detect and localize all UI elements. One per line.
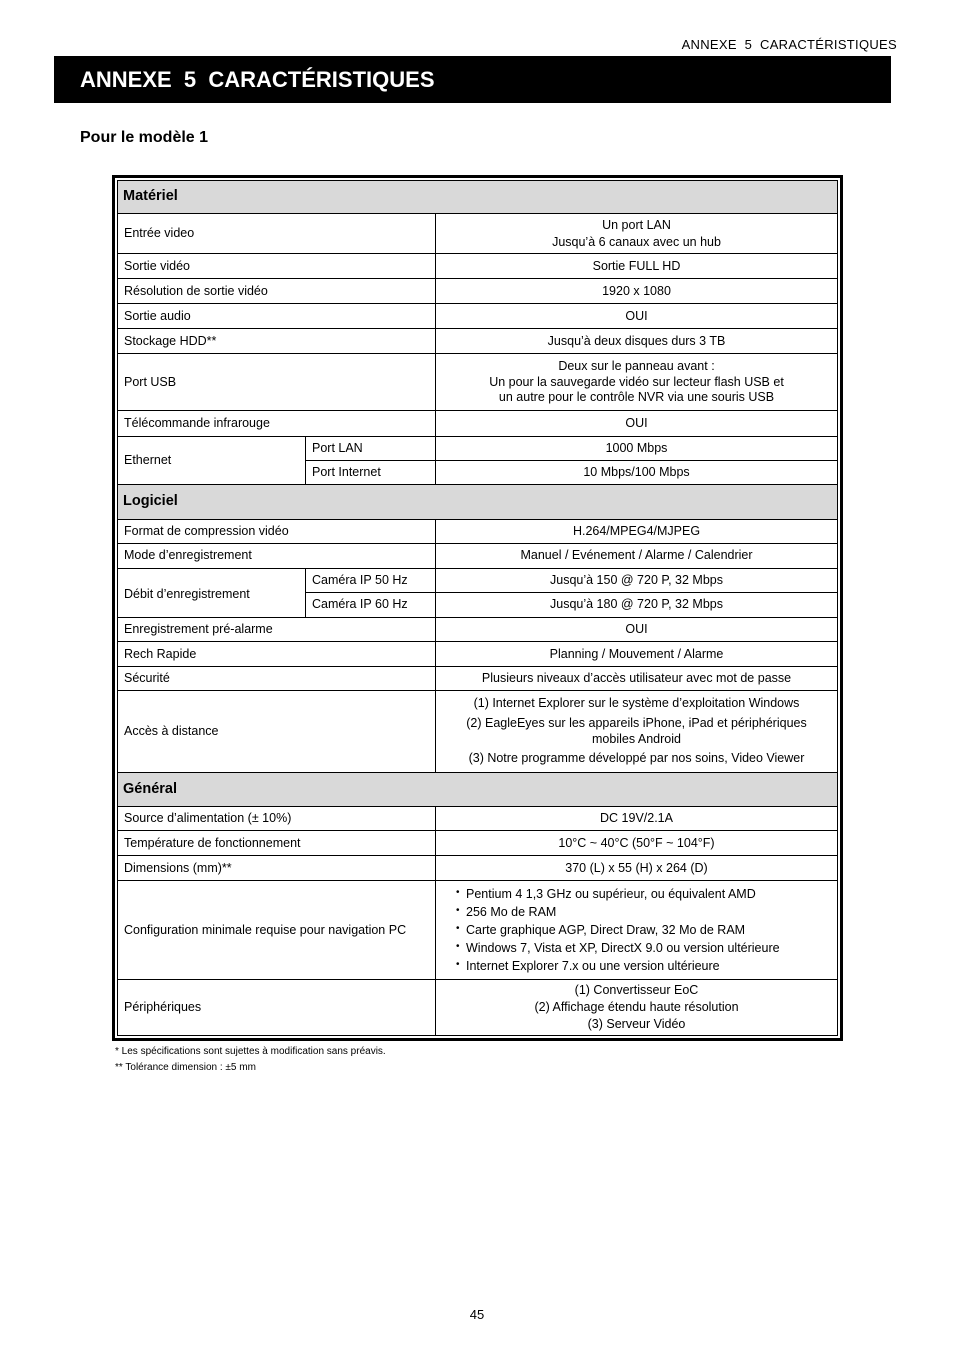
table-row: [118, 329, 838, 354]
spec-value: Plusieurs niveaux d’accès utilisateur avec mot de passe: [436, 666, 838, 690]
spec-label: Configuration minimale requise pour navigation PC: [118, 881, 436, 979]
table-row: [118, 354, 838, 411]
spec-value: 10 Mbps/100 Mbps: [436, 460, 838, 484]
spec-value: Planning / Mouvement / Alarme: [436, 641, 838, 666]
spec-label: Sortie audio: [118, 304, 436, 329]
specifications-table-frame: [112, 175, 843, 1041]
value-line: mobiles Android: [592, 731, 681, 746]
value-line: (3) Notre programme développé par nos soins, Video Viewer: [468, 751, 805, 766]
value-line: Un port LAN: [602, 217, 671, 232]
page-number: 45: [469, 1307, 485, 1322]
section-title: Logiciel: [118, 484, 838, 519]
spec-label: Source d’alimentation (± 10%): [118, 807, 436, 831]
spec-value: [436, 881, 838, 979]
list-item: • Pentium 4 1,3 GHz ou supérieur, ou équivalent AMD: [466, 885, 831, 903]
list-item: • Carte graphique AGP, Direct Draw, 32 Mo de RAM: [466, 921, 831, 939]
table-row: [118, 831, 838, 856]
spec-value: Jusqu’à 180 @ 720 P, 32 Mbps: [436, 592, 838, 617]
table-row: [118, 436, 838, 460]
table-row: [118, 807, 838, 831]
table-row: [118, 304, 838, 329]
spec-value: 370 (L) x 55 (H) x 264 (D): [436, 856, 838, 881]
spec-value: 10°C ~ 40°C (50°F ~ 104°F): [436, 831, 838, 856]
section-header-software: [118, 484, 838, 519]
spec-sublabel: Caméra IP 50 Hz: [306, 568, 436, 592]
spec-label: Entrée video: [118, 214, 436, 254]
section-title: Matériel: [118, 181, 838, 214]
spec-value: [436, 214, 838, 254]
table-row: [118, 856, 838, 881]
spec-label: Mode d’enregistrement: [118, 543, 436, 568]
spec-value: Jusqu’à 150 @ 720 P, 32 Mbps: [436, 568, 838, 592]
spec-value: OUI: [436, 304, 838, 329]
spec-label: Résolution de sortie vidéo: [118, 279, 436, 304]
list-item: • Windows 7, Vista et XP, DirectX 9.0 ou version ultérieure: [466, 939, 831, 957]
spec-value: [436, 354, 838, 411]
table-row: [118, 641, 838, 666]
spec-label: Télécommande infrarouge: [118, 411, 436, 436]
table-row: [118, 617, 838, 641]
spec-label: Accès à distance: [118, 691, 436, 773]
table-row: [118, 519, 838, 543]
value-line: Jusqu’à 6 canaux avec un hub: [552, 234, 721, 249]
spec-value: Manuel / Evénement / Alarme / Calendrier: [436, 543, 838, 568]
spec-label: Port USB: [118, 354, 436, 411]
value-line: (3) Serveur Vidéo: [587, 1016, 686, 1031]
table-row: [118, 279, 838, 304]
section-subtitle: Pour le modèle 1: [80, 129, 209, 146]
spec-value: OUI: [436, 411, 838, 436]
list-item: • Internet Explorer 7.x ou une version ultérieure: [466, 957, 831, 975]
spec-label: Périphériques: [118, 979, 436, 1035]
table-row: [118, 691, 838, 773]
footnote: * Les spécifications sont sujettes à modification sans préavis.: [115, 1046, 386, 1057]
spec-label: Format de compression vidéo: [118, 519, 436, 543]
table-row: [118, 568, 838, 592]
table-row: [118, 881, 838, 979]
running-header: ANNEXE 5 CARACTÉRISTIQUES: [681, 37, 897, 52]
table-row: [118, 543, 838, 568]
section-header-hardware: [118, 181, 838, 214]
list-item: • 256 Mo de RAM: [466, 903, 831, 921]
table-row: [118, 214, 838, 254]
spec-label: Stockage HDD**: [118, 329, 436, 354]
spec-sublabel: Port Internet: [306, 460, 436, 484]
spec-label: Température de fonctionnement: [118, 831, 436, 856]
spec-value: Sortie FULL HD: [436, 254, 838, 279]
value-line: Un pour la sauvegarde vidéo sur lecteur flash USB et: [489, 374, 784, 389]
spec-value: Jusqu’à deux disques durs 3 TB: [436, 329, 838, 354]
spec-label: Rech Rapide: [118, 641, 436, 666]
chapter-title: ANNEXE 5 CARACTÉRISTIQUES: [54, 56, 891, 103]
spec-sublabel: Caméra IP 60 Hz: [306, 592, 436, 617]
spec-value: DC 19V/2.1A: [436, 807, 838, 831]
footnote: ** Tolérance dimension : ±5 mm: [115, 1061, 256, 1073]
value-line: (1) Internet Explorer sur le système d’exploitation Windows: [473, 696, 800, 711]
spec-value: [436, 979, 838, 1035]
spec-label: Dimensions (mm)**: [118, 856, 436, 881]
spec-value: OUI: [436, 617, 838, 641]
spec-label: Sécurité: [118, 666, 436, 690]
table-row: [118, 254, 838, 279]
section-title: Général: [118, 773, 838, 807]
section-header-general: [118, 773, 838, 807]
spec-label: Enregistrement pré-alarme: [118, 617, 436, 641]
specifications-table: [117, 180, 838, 1036]
spec-value: 1000 Mbps: [436, 436, 838, 460]
table-row: [118, 666, 838, 690]
spec-label: Débit d’enregistrement: [118, 568, 306, 617]
value-line: (2) EagleEyes sur les appareils iPhone, iPad et périphériques: [466, 715, 807, 730]
spec-label: Ethernet: [118, 436, 306, 484]
spec-sublabel: Port LAN: [306, 436, 436, 460]
table-row: [118, 979, 838, 1035]
value-line: Deux sur le panneau avant :: [558, 358, 715, 373]
spec-label: Sortie vidéo: [118, 254, 436, 279]
table-row: [118, 411, 838, 436]
spec-value: 1920 x 1080: [436, 279, 838, 304]
spec-value: H.264/MPEG4/MJPEG: [436, 519, 838, 543]
value-line: un autre pour le contrôle NVR via une souris USB: [498, 390, 775, 405]
requirements-list: [452, 885, 831, 976]
value-line: (2) Affichage étendu haute résolution: [534, 999, 739, 1014]
value-line: (1) Convertisseur EoC: [574, 983, 699, 997]
spec-value: [436, 691, 838, 773]
footnotes: [115, 1044, 386, 1075]
